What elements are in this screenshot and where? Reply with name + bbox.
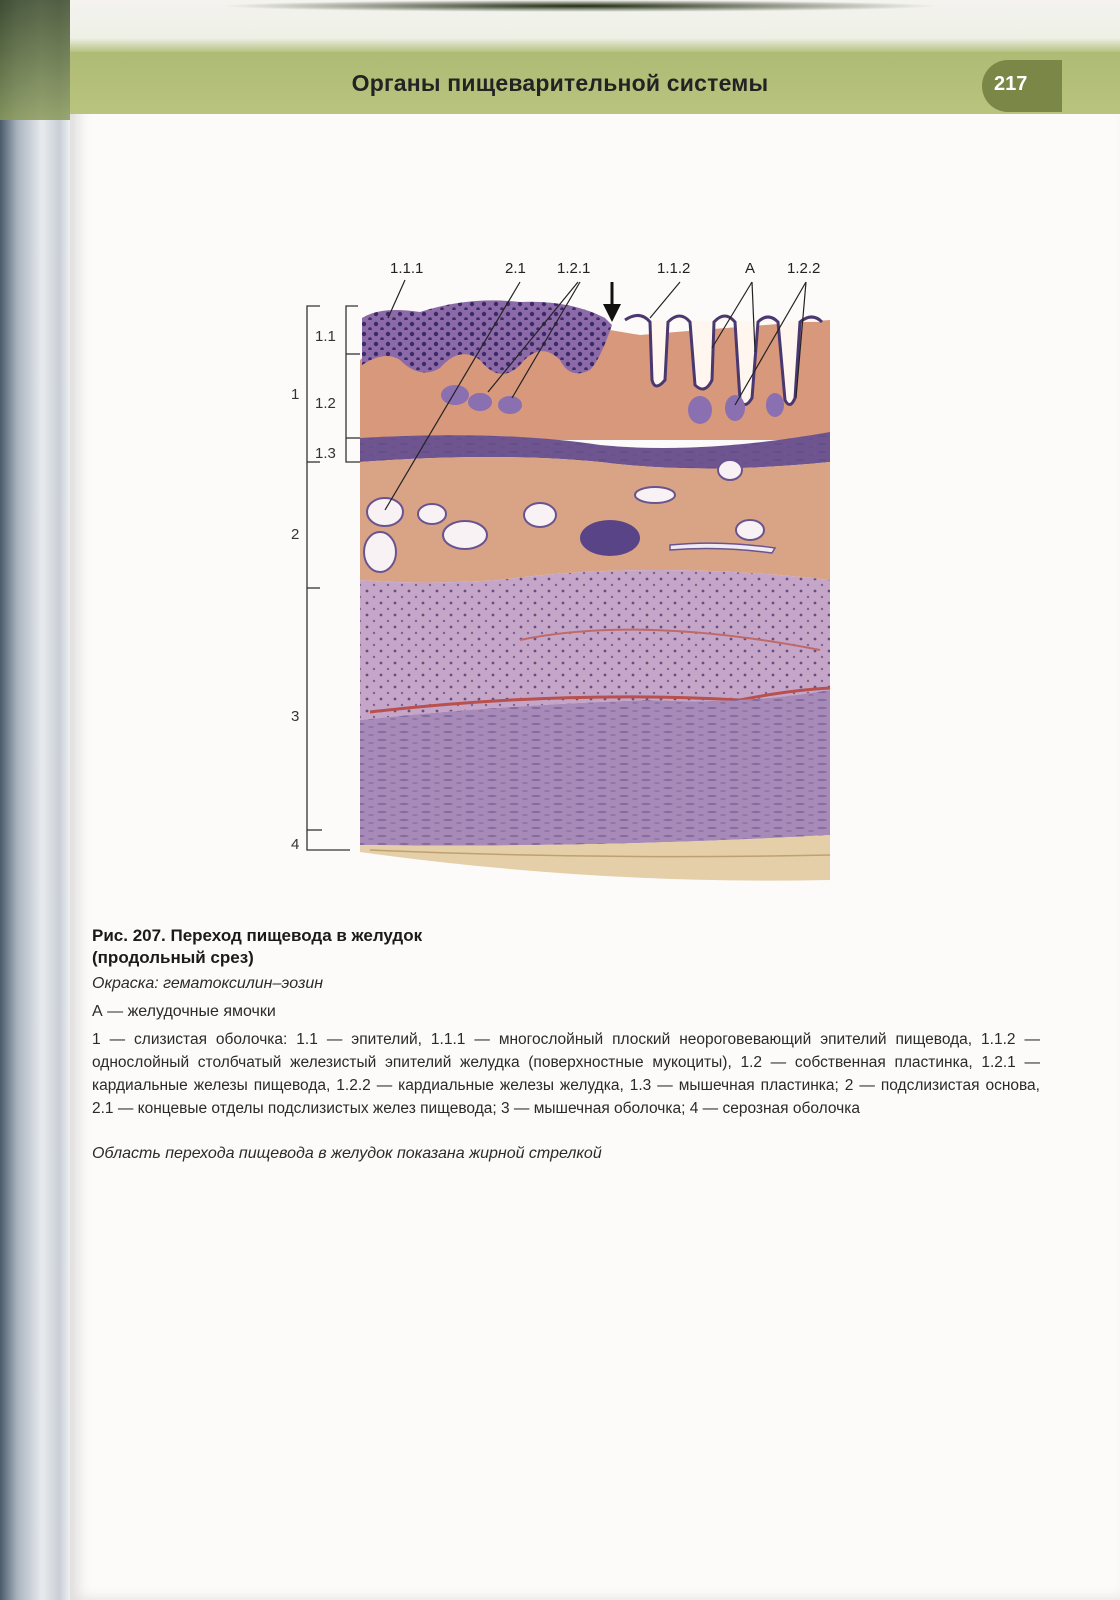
stain-note: Окраска: гематоксилин–эозин bbox=[92, 975, 324, 992]
label-1-2-2: 1.2.2 bbox=[787, 260, 821, 277]
label-side-1-3: 1.3 bbox=[315, 445, 336, 462]
figure-caption-title bbox=[92, 925, 422, 969]
legend-a: А — желудочные ямочки bbox=[92, 1003, 276, 1020]
label-1-2-1: 1.2.1 bbox=[557, 260, 591, 277]
label-side-4: 4 bbox=[291, 836, 300, 853]
label-1-1-2: 1.1.2 bbox=[657, 260, 691, 277]
chapter-title: Органы пищеварительной системы bbox=[351, 70, 769, 96]
label-side-1-2: 1.2 bbox=[315, 395, 336, 412]
label-side-2: 2 bbox=[291, 526, 300, 543]
caption-title-line2: (продольный срез) bbox=[92, 948, 254, 967]
transition-note: Область перехода пищевода в желудок показана жирной стрелкой bbox=[92, 1145, 602, 1162]
caption-body: 1 — слизистая оболочка: 1.1 — эпителий, 1.1.1 — многослойный плоский неороговевающий эпителий пищевода, 1.1.2 — однослойный столбчатый железистый эпителий желудка (поверхностные мукоциты), 1.2 — собственная пластинка, 1.2.1 — кардиальные железы пищевода, 1.2.2 — кардиальные железы желудка, 1.3 — мышечная пластинка; 2 — подслизистая основа, 2.1 — концевые отделы подслизистых желез пищевода; 3 — мышечная оболочка; 4 — серозная оболочка bbox=[92, 1031, 1040, 1117]
page-number: 217 bbox=[994, 73, 1028, 95]
label-side-3: 3 bbox=[291, 708, 300, 725]
label-side-1: 1 bbox=[291, 386, 300, 403]
label-a: А bbox=[745, 260, 756, 277]
label-1-1-1: 1.1.1 bbox=[390, 260, 424, 277]
label-2-1: 2.1 bbox=[505, 260, 526, 277]
caption-title-line1: Рис. 207. Переход пищевода в желудок bbox=[92, 926, 423, 945]
label-side-1-1: 1.1 bbox=[315, 328, 336, 345]
layer-brackets bbox=[307, 306, 360, 850]
